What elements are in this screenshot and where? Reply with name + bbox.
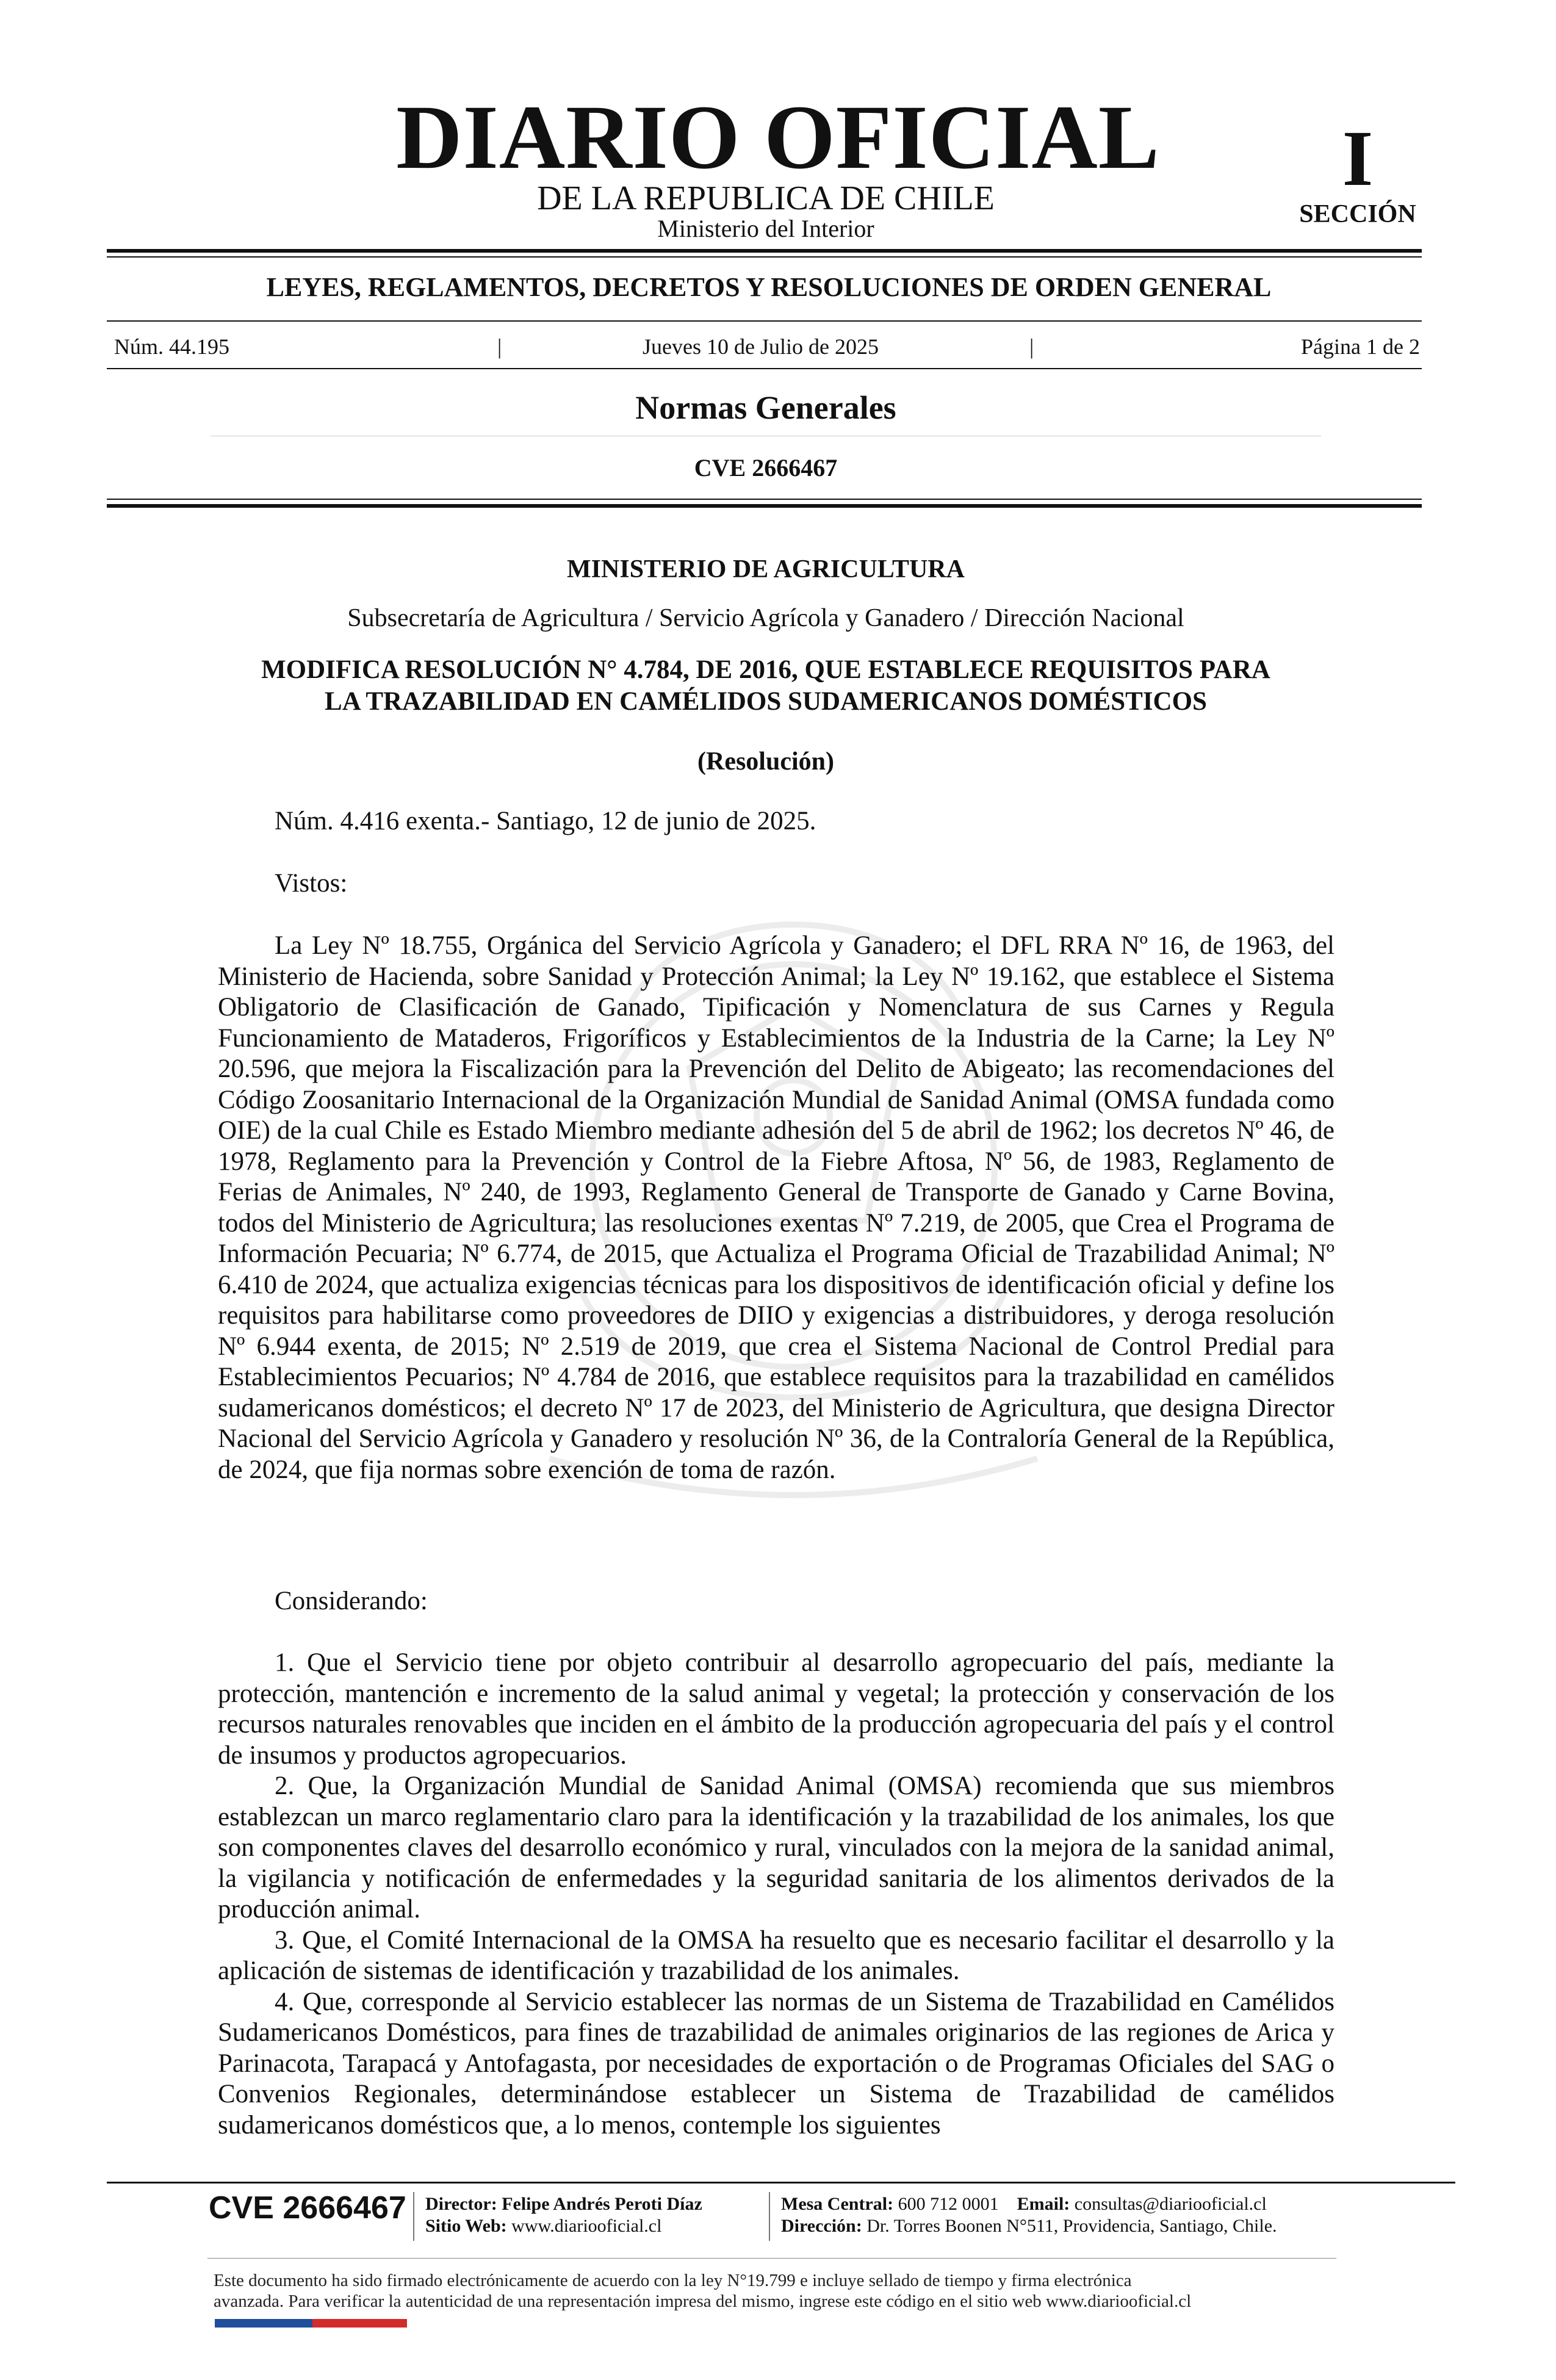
- document-rule-thin: [107, 499, 1422, 500]
- director-label: Director:: [425, 2194, 497, 2214]
- website-label: Sitio Web:: [425, 2216, 507, 2236]
- considerando-label: Considerando:: [275, 1587, 428, 1615]
- newspaper-title: DIARIO OFICIAL: [396, 87, 1160, 188]
- page-indicator: Página 1 de 2: [1301, 334, 1420, 359]
- subsecretary-line: Subsecretaría de Agricultura / Servicio Agrícola y Ganadero / Dirección Nacional: [347, 604, 1184, 632]
- section-number: I: [1342, 115, 1374, 203]
- website-link[interactable]: www.diariooficial.cl: [511, 2216, 662, 2236]
- footer-contact-block: [781, 2193, 1277, 2237]
- cve-code: CVE 2666467: [694, 454, 838, 481]
- meta-separator-1: |: [497, 334, 502, 359]
- document-rule-thick: [107, 504, 1422, 508]
- vistos-text: La Ley Nº 18.755, Orgánica del Servicio Agrícola y Ganadero; el DFL RRA Nº 16, de 1963, del Ministerio de Hacienda, sobre Sanidad y Protección Animal; la Ley Nº 19.162, que establece el Sistema Obligatorio de Clasificación de Ganado, Tipificación y Nomenclatura de sus Carnes y Regula Funcionamiento de Mataderos, Frigoríficos y Establecimientos de la Industria de la Carne; la Ley Nº 20.596, que mejora la Fiscalización para la Prevención del Delito de Abigeato; las recomendaciones del Código Zoosanitario Internacional de la Organización Mundial de Sanidad Animal (OMSA fundada como OIE) de la cual Chile es Estado Miembro mediante adhesión del 5 de abril de 1962; los decretos Nº 46, de 1978, Reglamento para la Prevención y Control de la Fiebre Aftosa, Nº 56, de 1983, Reglamento de Ferias de Animales, Nº 240, de 1993, Reglamento General de Transporte de Ganado y Carne Bovina, todos del Ministerio de Agricultura; las resoluciones exentas Nº 7.219, de 2005, que Crea el Programa de Información Pecuaria; Nº 6.774, de 2015, que Actualiza el Programa Oficial de Trazabilidad Animal; Nº 6.410 de 2024, que actualiza exigencias técnicas para los dispositivos de identificación oficial y define los requisitos para habilitarse como proveedores de DIIO y exigencias a distribuidores, y deroga resolución Nº 6.944 exenta, de 2015; Nº 2.519 de 2019, que crea el Sistema Nacional de Control Predial para Establecimientos Pecuarios; Nº 4.784 de 2016, que establece requisitos para la trazabilidad en camélidos sudamericanos domésticos; el decreto Nº 17 de 2023, del Ministerio de Agricultura, que designa Director Nacional del Servicio Agrícola y Ganadero y resolución Nº 36, de la Contraloría General de la República, de 2024, que fija normas sobre exención de toma de razón.: [218, 931, 1334, 1484]
- footer-director-block: [425, 2193, 702, 2237]
- issue-number: Núm. 44.195: [114, 334, 229, 359]
- director-name: Felipe Andrés Peroti Díaz: [502, 2194, 702, 2214]
- address-label: Dirección:: [781, 2216, 862, 2236]
- footer-rule-2: [207, 2258, 1336, 2259]
- ministry-heading: MINISTERIO DE AGRICULTURA: [567, 555, 965, 583]
- considerando-item: 2. Que, la Organización Mundial de Sanidad Animal (OMSA) recomienda que sus miembros establezcan un marco reglamentario claro para la identificación y la trazabilidad de los animales, los que son componentes claves del desarrollo económico y rural, vinculados con la mejora de la sanidad animal, la vigilancia y notificación de enfermedades y la seguridad sanitaria de los alimentos derivados de la producción animal.: [218, 1772, 1334, 1924]
- footer-separator-2: [769, 2192, 770, 2241]
- email-link[interactable]: consultas@diariooficial.cl: [1074, 2194, 1267, 2214]
- address-text: Dr. Torres Boonen N°511, Providencia, Santiago, Chile.: [866, 2216, 1277, 2236]
- meta-separator-2: |: [1029, 334, 1034, 359]
- issue-rule-bottom: [107, 368, 1422, 369]
- flag-bar-blue: [215, 2319, 312, 2328]
- issue-rule-top: [107, 320, 1422, 322]
- footer-separator-1: [413, 2192, 414, 2241]
- resolution-title: [183, 654, 1349, 718]
- legal-notice-line-2: avanzada. Para verificar la autenticidad de una representación impresa del mismo, ingrese este código en el sitio web www.diariooficial.cl: [214, 2292, 1192, 2311]
- newspaper-ministry: Ministerio del Interior: [657, 215, 874, 242]
- newspaper-subtitle: DE LA REPUBLICA DE CHILE: [537, 179, 995, 217]
- footer-rule: [107, 2182, 1455, 2183]
- considerandos-block: [218, 1648, 1334, 2141]
- resolution-title-line-2: LA TRAZABILIDAD EN CAMÉLIDOS SUDAMERICANOS DOMÉSTICOS: [325, 687, 1207, 716]
- vistos-label: Vistos:: [275, 869, 348, 898]
- flag-bar-red: [312, 2319, 407, 2328]
- masthead-rule-thick: [107, 249, 1422, 253]
- phone-label: Mesa Central:: [781, 2194, 894, 2214]
- laws-heading: LEYES, REGLAMENTOS, DECRETOS Y RESOLUCIONES DE ORDEN GENERAL: [266, 272, 1272, 302]
- resolution-title-line-1: MODIFICA RESOLUCIÓN N° 4.784, DE 2016, QUE ESTABLECE REQUISITOS PARA: [261, 655, 1270, 684]
- category-heading: Normas Generales: [635, 389, 896, 426]
- considerando-item: 3. Que, el Comité Internacional de la OMSA ha resuelto que es necesario facilitar el desarrollo y la aplicación de sistemas de identificación y trazabilidad de los animales.: [218, 1925, 1334, 1985]
- issue-date: Jueves 10 de Julio de 2025: [643, 334, 879, 359]
- legal-notice-line-1: Este documento ha sido firmado electrónicamente de acuerdo con la ley N°19.799 e incluye sellado de tiempo y firma electrónica: [214, 2271, 1132, 2290]
- considerando-item: 4. Que, corresponde al Servicio establecer las normas de un Sistema de Trazabilidad en Camélidos Sudamericanos Domésticos, para fines de trazabilidad de animales originarios de las regiones de Arica y Parinacota, Tarapacá y Antofagasta, por necesidades de exportación o de Programas Oficiales del SAG o Convenios Regionales, determinándose establecer un Sistema de Trazabilidad de camélidos sudamericanos domésticos que, a lo menos, contemple los siguientes: [218, 1987, 1334, 2140]
- phone-number: 600 712 0001: [898, 2194, 999, 2214]
- vistos-paragraph: [218, 931, 1334, 1485]
- legal-notice: [214, 2270, 1336, 2312]
- footer-cve-code: CVE 2666467: [209, 2190, 406, 2226]
- masthead-rule-thin: [107, 256, 1422, 258]
- resolution-kind: (Resolución): [697, 748, 834, 776]
- section-label: SECCIÓN: [1299, 200, 1416, 228]
- considerando-item: 1. Que el Servicio tiene por objeto contribuir al desarrollo agropecuario del país, mediante la protección, mantención e incremento de la salud animal y vegetal; la protección y conservación de los recursos naturales renovables que inciden en el ámbito de la producción agropecuaria del país y el control de insumos y productos agropecuarios.: [218, 1648, 1334, 1770]
- email-label: Email:: [1017, 2194, 1070, 2214]
- resolution-number-line: Núm. 4.416 exenta.- Santiago, 12 de junio de 2025.: [275, 807, 816, 835]
